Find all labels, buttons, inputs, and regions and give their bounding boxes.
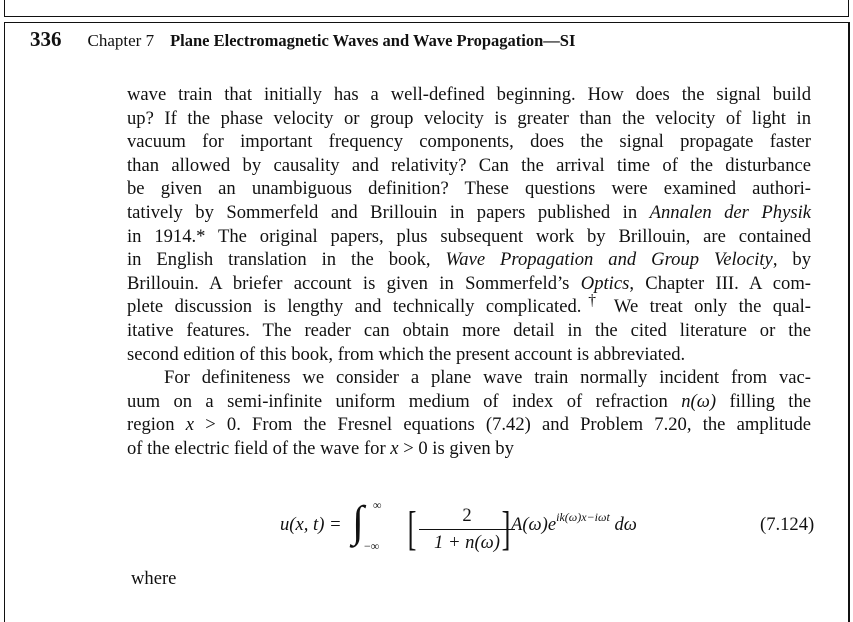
- chapter-label: Chapter 7: [87, 31, 155, 50]
- text-line: in 1914.* The original papers, plus subsequent work by Brillouin, are contained: [127, 225, 811, 247]
- previous-page-edge: [4, 0, 849, 17]
- text-line: plete discussion is lengthy and technically complicated.† We treat only the qual-: [127, 292, 811, 318]
- index-symbol: n(ω): [681, 390, 717, 412]
- left-bracket: [: [407, 502, 417, 555]
- optics-title: Optics: [580, 272, 630, 294]
- lower-limit: −∞: [364, 539, 380, 553]
- text-line: region x > 0. From the Fresnel equations (7.42) and Problem 7.20, the amplitude: [127, 414, 811, 436]
- text-line: Brillouin. A briefer account is given in Sommerfeld’s Optics, Chapter III. A com-: [127, 272, 811, 294]
- equation-rhs: $A(\omega)e^{ik(\omega)x-i\omega t}$ dω: [511, 510, 637, 535]
- equation-7-124: [280, 499, 820, 559]
- book-title: Wave Propagation and Group Velocity: [445, 249, 773, 271]
- numerator: 2: [462, 505, 472, 526]
- text-line: of the electric field of the wave for x > 0 is given by: [127, 437, 514, 459]
- dagger-footnote-mark: †: [581, 292, 603, 310]
- text-line: tatively by Sommerfeld and Brillouin in papers published in Annalen der Physik: [127, 201, 811, 223]
- exponent: ik(ω)x−iωt: [556, 510, 610, 524]
- text-line: wave train that initially has a well-defined beginning. How does the signal build: [127, 84, 811, 105]
- fraction-bar: [419, 529, 515, 530]
- equation-lhs: u(x, t) =: [280, 514, 342, 535]
- where-text: where: [131, 568, 177, 589]
- chapter-title: Plane Electromagnetic Waves and Wave Propagation—SI: [170, 31, 576, 50]
- upper-limit: ∞: [373, 498, 382, 512]
- fraction: [419, 502, 515, 555]
- body-text: [127, 83, 811, 461]
- text-line: For definiteness we consider a plane wave train normally incident from vac-: [164, 367, 811, 389]
- text-line: than allowed by causality and relativity? Can the arrival time of the disturbance: [127, 154, 811, 176]
- text-line: itative features. The reader can obtain more detail in the cited literature or the: [127, 319, 811, 341]
- text-line: up? If the phase velocity or group velocity is greater than the velocity of light in: [127, 107, 811, 129]
- equation-number: (7.124): [760, 514, 815, 535]
- text-line: second edition of this book, from which the present account is abbreviated.: [127, 343, 686, 365]
- page-number: 336: [30, 27, 62, 51]
- journal-title: Annalen der Physik: [649, 201, 811, 223]
- integral-sign: ∫: [352, 497, 365, 546]
- right-bracket: ]: [501, 502, 511, 555]
- running-header: [30, 27, 575, 52]
- denominator: 1 + n(ω): [434, 532, 500, 553]
- text-line: in English translation in the book, Wave Propagation and Group Velocity, by: [127, 249, 812, 271]
- text-line: uum on a semi-infinite uniform medium of index of refraction n(ω) filling the: [127, 390, 811, 412]
- text-line: be given an unambiguous definition? These questions were examined authori-: [127, 178, 811, 200]
- text-line: vacuum for important frequency components, does the signal propagate faster: [127, 131, 811, 153]
